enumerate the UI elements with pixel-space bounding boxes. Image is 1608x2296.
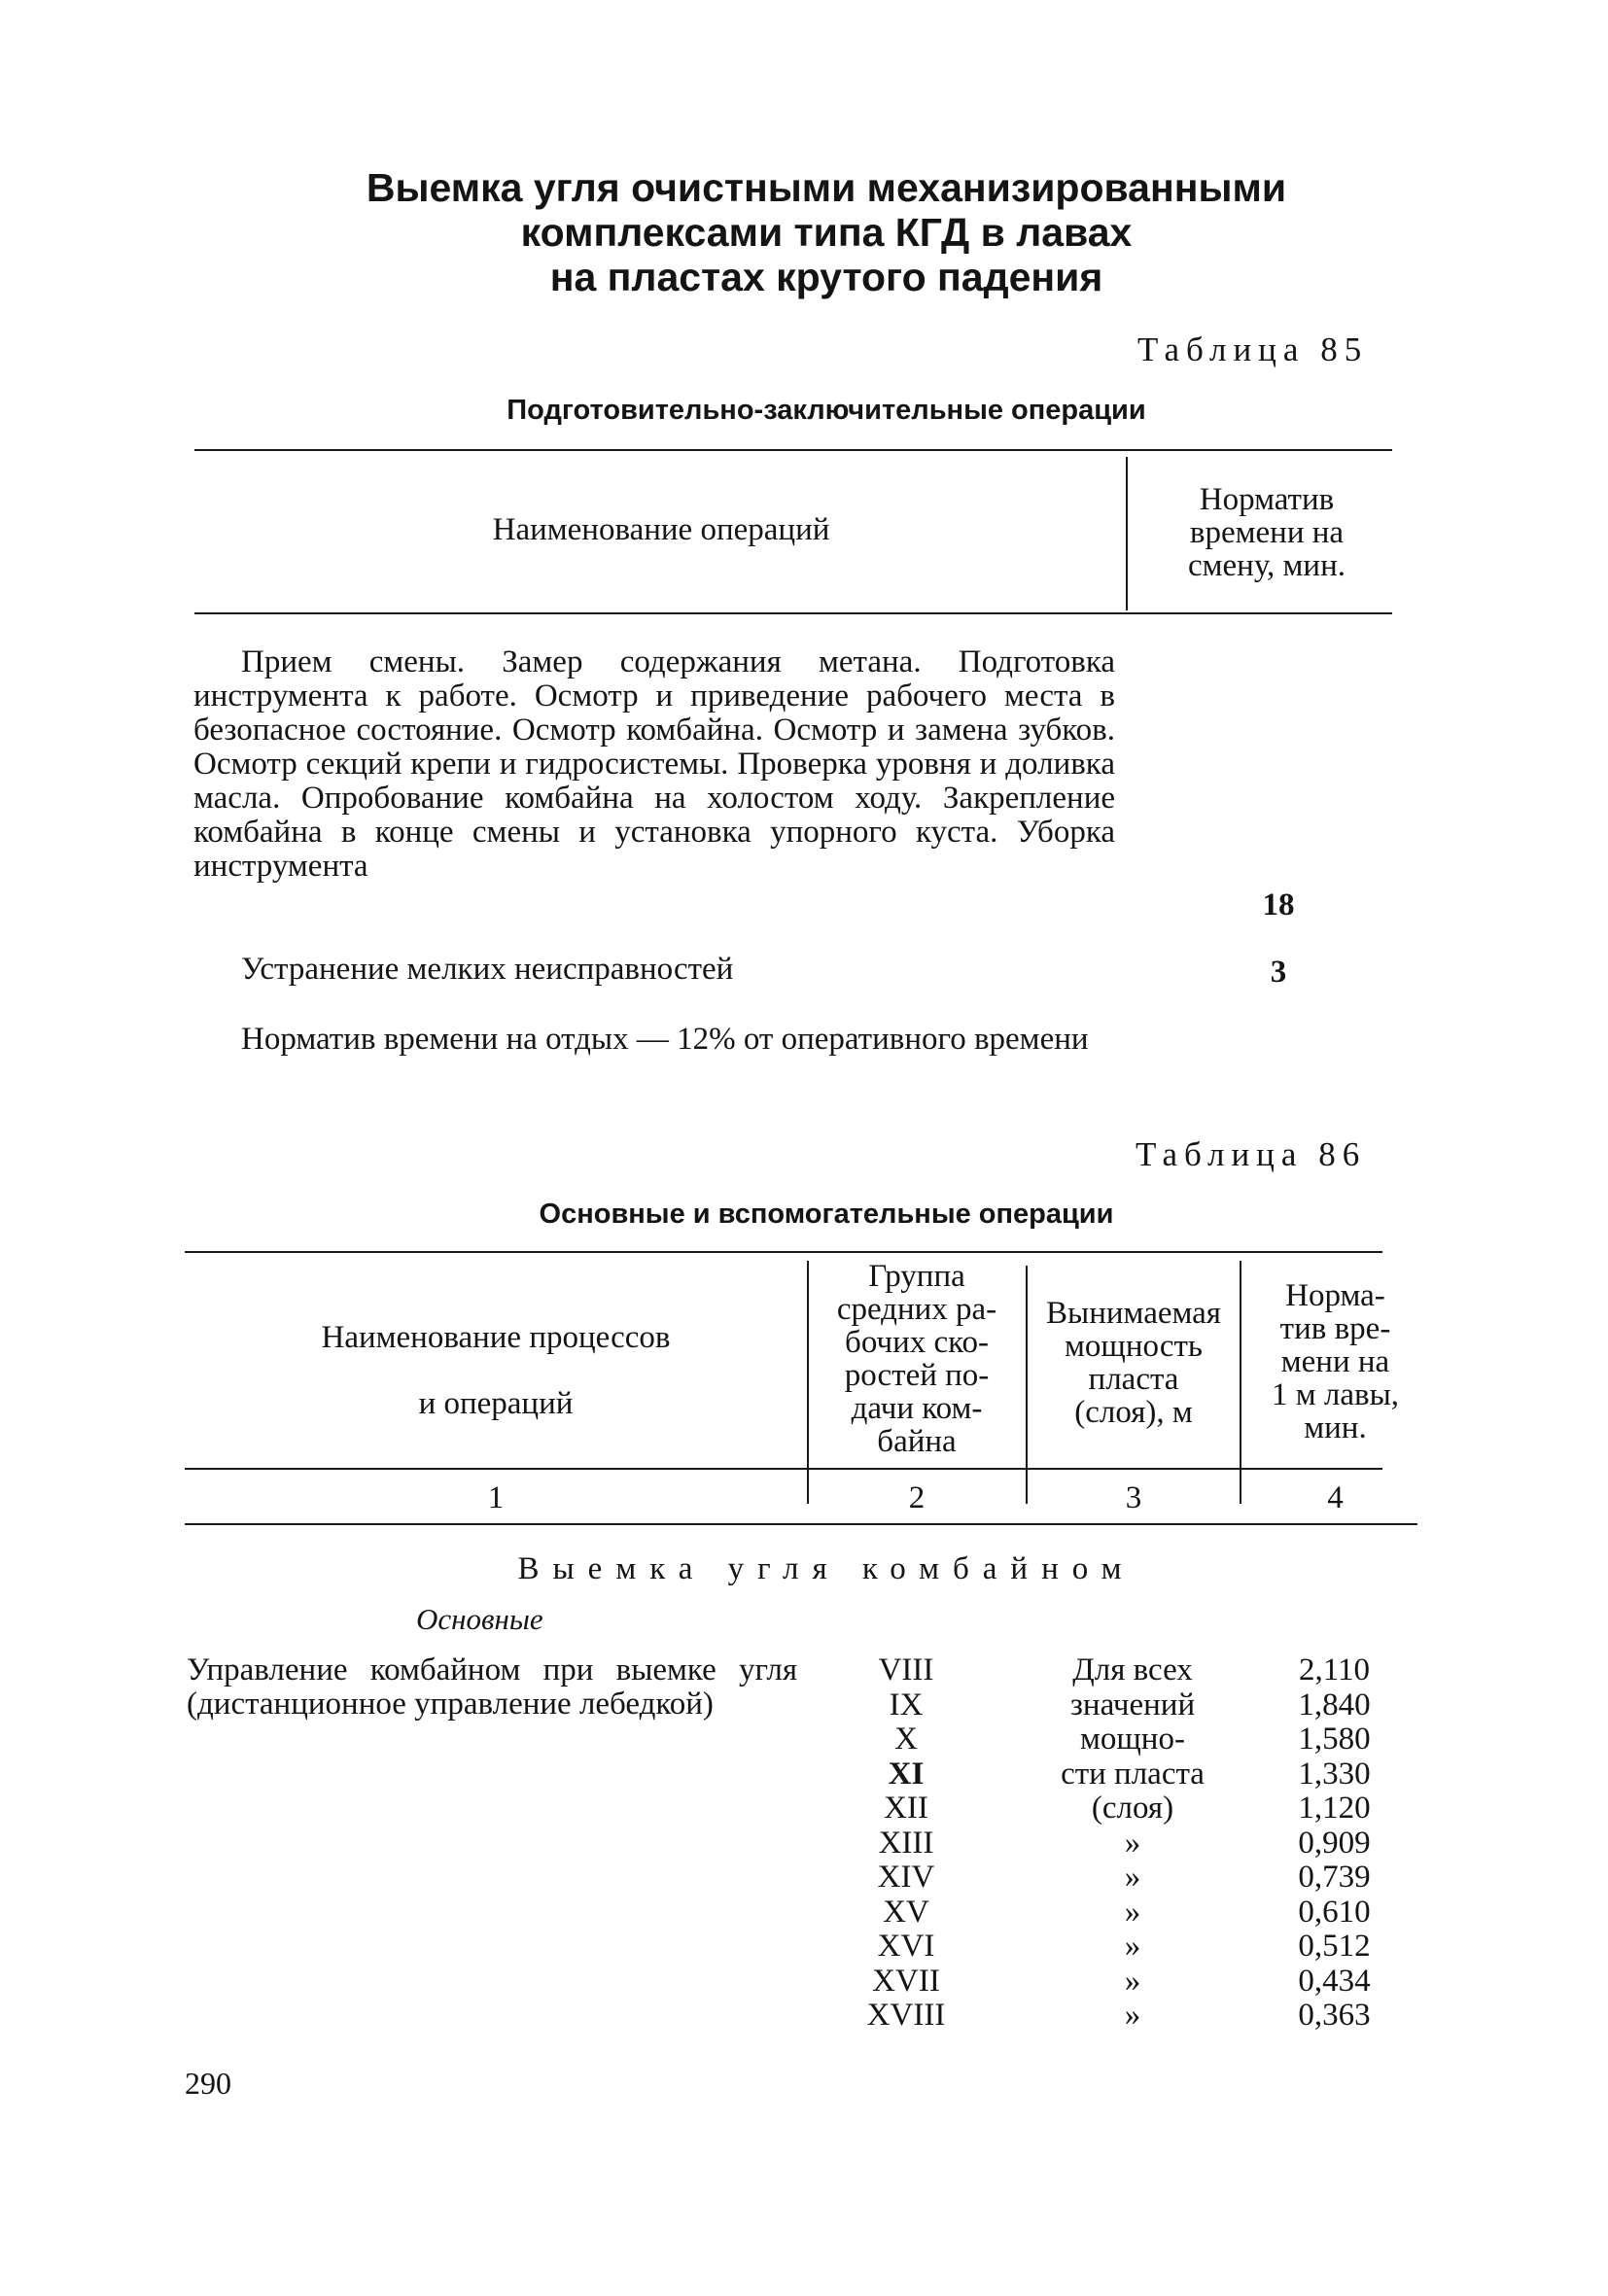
table85-heading: Подготовительно-заключительные операции [507, 395, 1146, 426]
thickness-cell: сти пласта [1061, 1756, 1205, 1792]
page-title [243, 165, 1410, 299]
header-line: Вынимаемая [1046, 1296, 1221, 1331]
header-line: ростей по- [844, 1358, 990, 1393]
table85-row-value: 18 [1262, 887, 1295, 922]
table85-row-text: Прием смены. Замер содержания метана. Подготовка инструмента к работе. Осмотр и приведение рабочего места в безопасное состояние. Осмотр комбайна. Осмотр и замена зубков. Осмотр секций крепи и гидросистемы. Проверка уровня и доливка масла. Опробование комбайна на холостом ходу. Закрепление комбайна в конце смены и установка упорного куста. Уборка инструмента [193, 644, 1115, 884]
header-line: средних ра- [836, 1292, 997, 1327]
header-line: мощность [1065, 1329, 1203, 1364]
table85-col1-header: Наименование операций [492, 512, 830, 547]
table86-label: Таблица 86 [1136, 1135, 1367, 1173]
norm-cell: 0,512 [1298, 1929, 1371, 1964]
norm-cell: 0,434 [1298, 1963, 1371, 1999]
group-cell: IX [889, 1687, 924, 1722]
thickness-column [1011, 1653, 1254, 2034]
table86-col4-header [1241, 1279, 1429, 1444]
thickness-cell: Для всех [1072, 1652, 1193, 1687]
header-line: и операций [418, 1386, 574, 1421]
table85-top-rule [194, 449, 1392, 451]
thickness-cell: мощно- [1080, 1722, 1185, 1757]
header-line: Группа [868, 1259, 965, 1294]
title-line: комплексами типа КГД в лавах [520, 210, 1133, 255]
header-line: дачи ком- [851, 1391, 983, 1426]
thickness-cell: » [1124, 1825, 1141, 1861]
header-line: Норматив [1199, 482, 1335, 517]
operation-text [187, 1653, 797, 1722]
header-line: смену, мин. [1188, 548, 1346, 583]
page-number: 290 [185, 2066, 231, 2101]
table85-row-text: Устранение мелких неисправностей [241, 952, 734, 987]
table85-label: Таблица 85 [1137, 330, 1369, 368]
header-line: (слоя), м [1074, 1395, 1193, 1430]
group-cell: XIV [877, 1860, 935, 1895]
table86-top-rule [185, 1251, 1382, 1253]
group-cell: XVI [877, 1929, 935, 1964]
thickness-cell: (слоя) [1091, 1791, 1174, 1826]
header-line: байна [877, 1424, 957, 1459]
table86-header-rule [185, 1468, 1382, 1470]
norm-cell: 0,610 [1298, 1894, 1371, 1930]
group-cell: XIII [878, 1825, 934, 1861]
norm-cell: 0,739 [1298, 1860, 1371, 1895]
header-line: Норма- [1285, 1278, 1385, 1313]
table86-col-number: 1 [487, 1480, 505, 1515]
section-title: Выемка угля комбайном [517, 1551, 1136, 1586]
thickness-cell: » [1124, 1998, 1141, 2033]
table86-col-number: 2 [908, 1480, 926, 1515]
subsection-title: Основные [416, 1602, 543, 1636]
norm-cell: 0,363 [1298, 1998, 1371, 2033]
norm-column [1254, 1653, 1415, 2034]
header-line: времени на [1189, 515, 1345, 550]
table86-col3-header [1028, 1297, 1240, 1429]
header-line: 1 м лавы, [1271, 1377, 1399, 1412]
group-cell: XI [888, 1756, 925, 1792]
thickness-cell: » [1124, 1894, 1141, 1930]
group-column [819, 1653, 994, 2034]
header-line: пласта [1088, 1362, 1179, 1397]
operation-label: Управление комбайном при выемке угля (дистанционное управление лебедкой) [187, 1652, 797, 1722]
group-cell: VIII [878, 1652, 934, 1687]
group-cell: XV [883, 1894, 929, 1930]
title-line: на пластах крутого падения [549, 255, 1103, 299]
header-line: мин. [1304, 1410, 1367, 1445]
norm-cell: 0,909 [1298, 1825, 1371, 1861]
table85-col2-header [1136, 483, 1398, 582]
table85-row-value: 3 [1270, 955, 1287, 990]
header-line: Наименование процессов [321, 1320, 671, 1355]
group-cell: X [894, 1722, 918, 1757]
group-cell: XII [884, 1791, 928, 1826]
norm-cell: 1,840 [1298, 1687, 1371, 1722]
header-line: тив вре- [1279, 1311, 1391, 1346]
table85-column-divider [1126, 457, 1128, 610]
thickness-cell: » [1124, 1963, 1141, 1999]
thickness-cell: значений [1069, 1687, 1196, 1722]
group-cell: XVIII [866, 1998, 946, 2033]
table85-note: Норматив времени на отдых — 12% от оперативного времени [241, 1022, 1089, 1057]
group-cell: XVII [872, 1963, 940, 1999]
table86-heading: Основные и вспомогательные операции [539, 1199, 1114, 1230]
header-line: бочих ско- [845, 1325, 989, 1360]
norm-cell: 1,330 [1298, 1756, 1371, 1792]
table86-col-number: 4 [1327, 1480, 1344, 1515]
table86-col2-header [809, 1260, 1025, 1458]
norm-cell: 1,120 [1298, 1791, 1371, 1826]
norm-cell: 2,110 [1298, 1652, 1371, 1687]
thickness-cell: » [1124, 1860, 1141, 1895]
norm-cell: 1,580 [1298, 1722, 1371, 1757]
title-line: Выемка угля очистными механизированными [366, 165, 1287, 210]
table86-col-number: 3 [1125, 1480, 1142, 1515]
table86-col1-header [194, 1305, 797, 1437]
header-line: мени на [1280, 1344, 1390, 1379]
table85-header-rule [194, 612, 1392, 614]
table86-number-rule [185, 1523, 1417, 1525]
thickness-cell: » [1124, 1929, 1141, 1964]
